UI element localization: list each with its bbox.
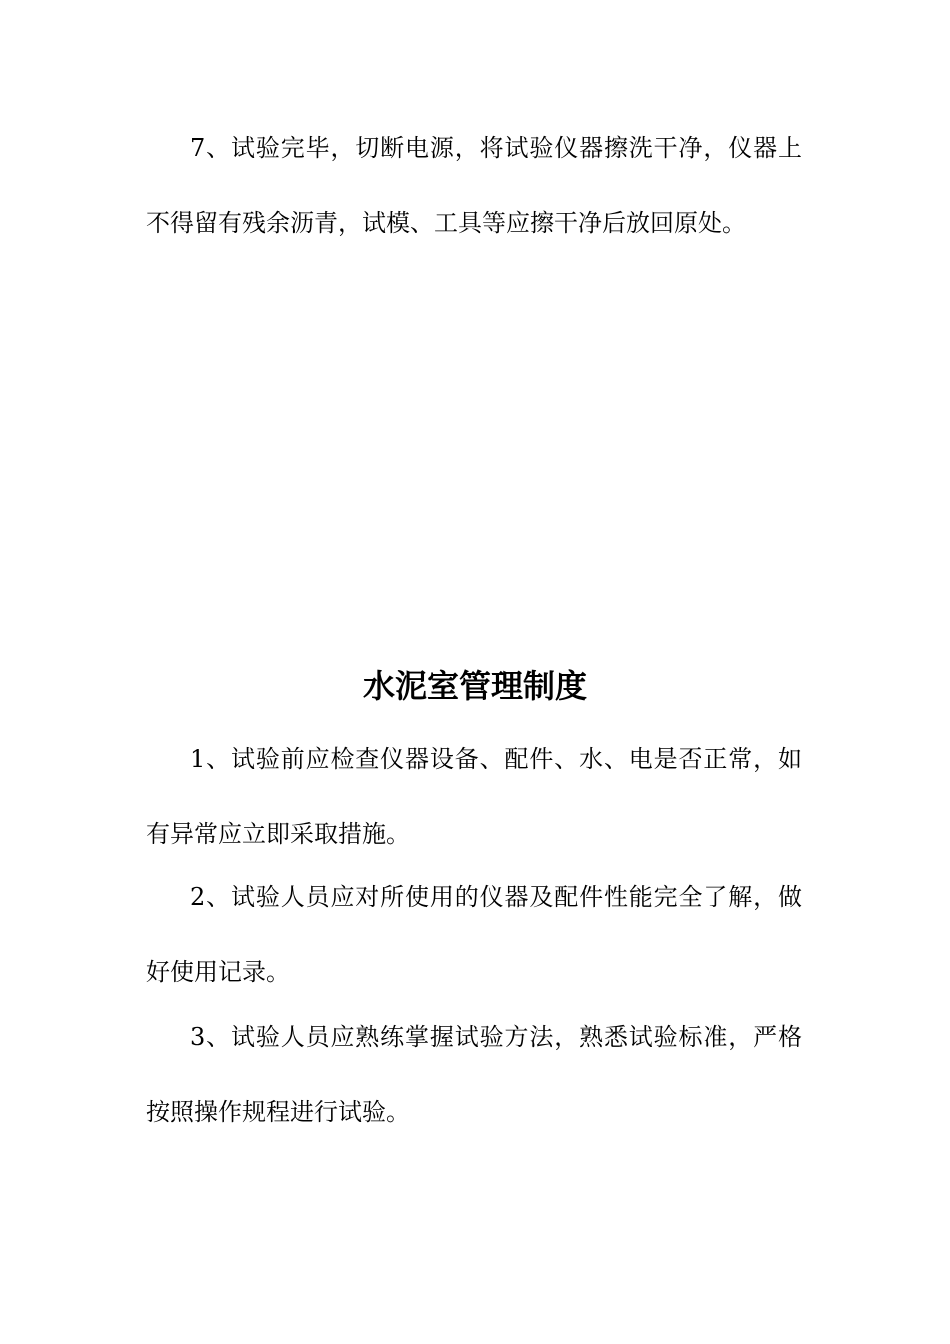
item-7-line-1: 7、试验完毕，切断电源，将试验仪器擦洗干净，仪器上 [190, 134, 802, 162]
section-title: 水泥室管理制度 [362, 667, 587, 705]
item-2-line-2: 好使用记录。 [146, 958, 290, 986]
item-1-line-2: 有异常应立即采取措施。 [146, 820, 410, 848]
item-1-line-1: 1、试验前应检查仪器设备、配件、水、电是否正常，如 [190, 745, 802, 773]
item-3-line-2: 按照操作规程进行试验。 [146, 1098, 410, 1126]
item-3-line-1: 3、试验人员应熟练掌握试验方法，熟悉试验标准，严格 [190, 1023, 802, 1051]
item-7-line-2: 不得留有残余沥青，试模、工具等应擦干净后放回原处。 [146, 209, 746, 237]
item-2-line-1: 2、试验人员应对所使用的仪器及配件性能完全了解，做 [190, 883, 802, 911]
